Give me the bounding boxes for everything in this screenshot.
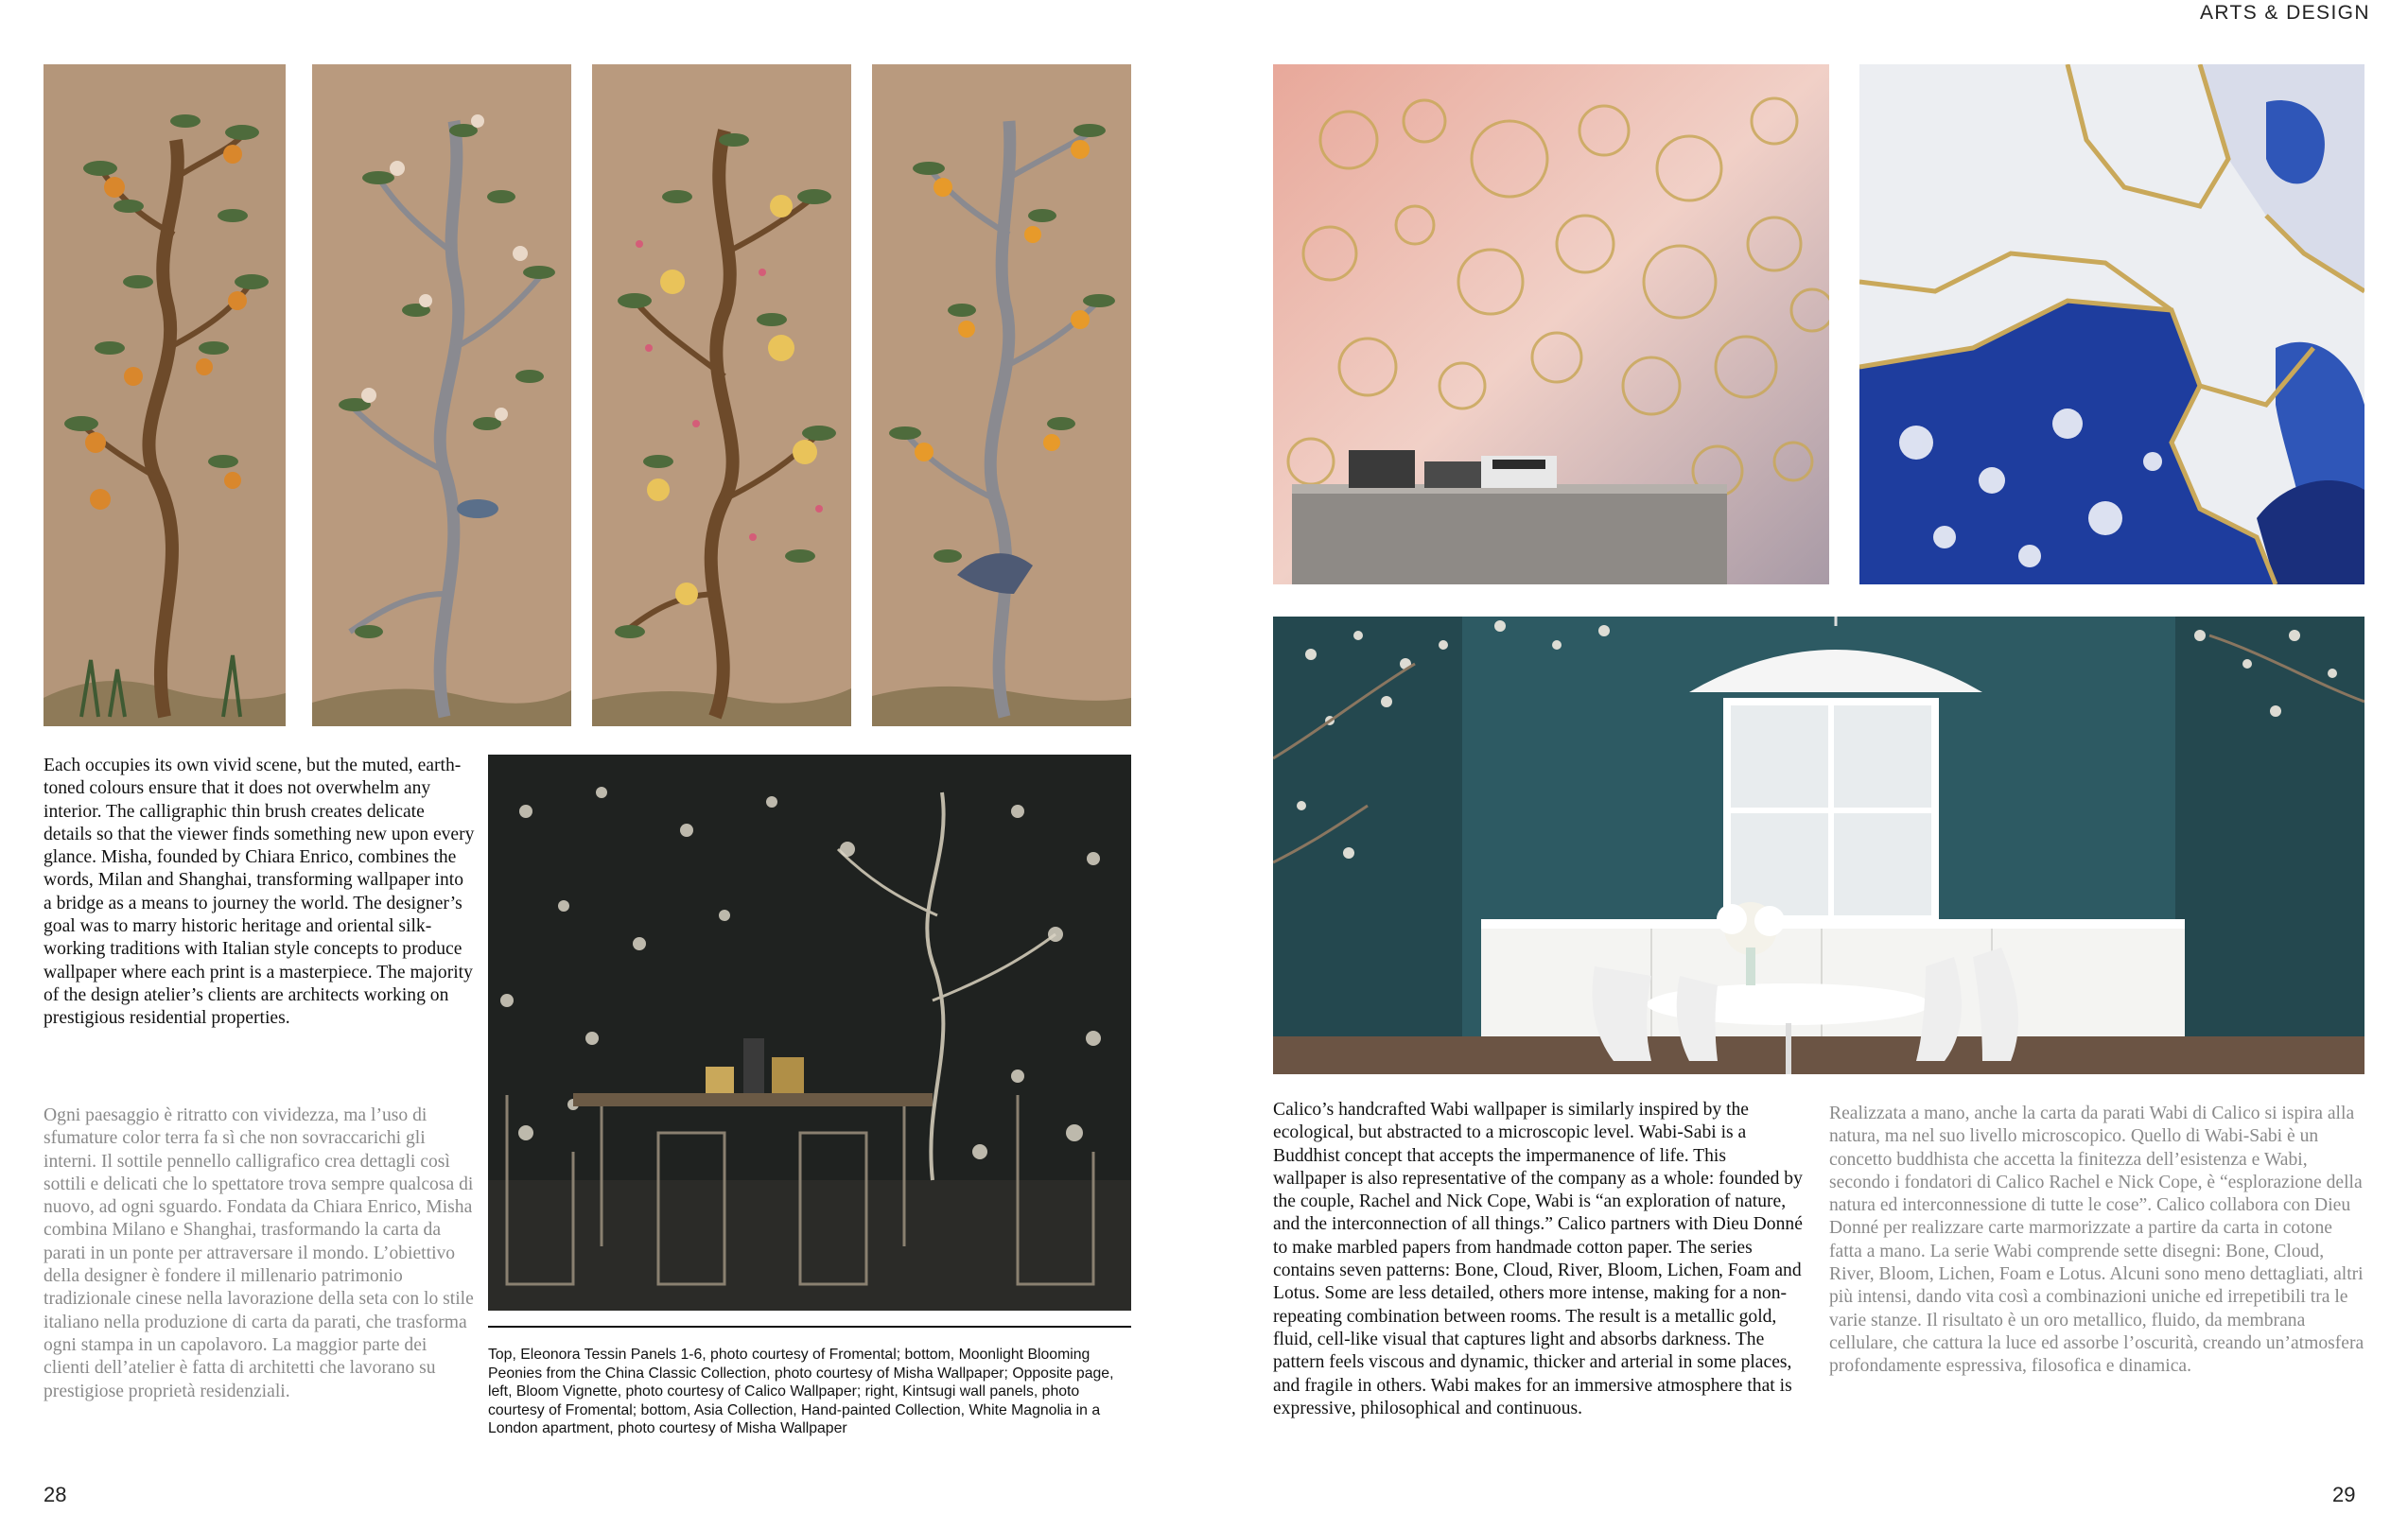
- teal-dining-room-photo: [1273, 617, 2364, 1074]
- photo-caption: Top, Eleonora Tessin Panels 1-6, photo courtesy of Fromental; bottom, Moonlight Blooming Peonies from the China Classic Collection, photo courtesy of Misha Wallpaper; Opposite page, left, Bloom Vignette, photo courtesy of Calico Wallpaper; right, Kintsugi wall panels, photo courtesy of Fromental; bottom, Asia Collection, Hand-painted Collection, White Magnolia in a London apartment, photo courtesy of Misha Wallpaper: [488, 1347, 1114, 1437]
- page-number-left: 28: [44, 1483, 67, 1506]
- wallpaper-panel-1-image: [44, 64, 286, 726]
- wallpaper-panel-3-image: [592, 64, 851, 726]
- marble-wallpaper-room-photo: [1273, 64, 1829, 584]
- page-number-right: 29: [2332, 1483, 2356, 1506]
- dark-mural-dining-photo: [488, 755, 1131, 1311]
- kintsugi-panel-photo: [1859, 64, 2364, 584]
- caption-rule: [488, 1326, 1131, 1328]
- article-text-english-left: Each occupies its own vivid scene, but the muted, earth-toned colours ensure that it does not overwhelm any interior. The calligraphic thin brush creates delicate details so that the viewer finds something new upon every glance. Misha, founded by Chiara Enrico, combines the words, Milan and Shanghai, transforming wallpaper into a bridge as a means to journey the world. The designer’s goal was to marry historic heritage and oriental silk-working traditions with Italian style concepts to produce wallpaper where each print is a masterpiece. The majority of the design atelier’s clients are architects working on prestigious residential properties.: [44, 756, 475, 1029]
- article-text-italian-left: Ogni paesaggio è ritratto con vividezza, ma l’uso di sfumature color terra fa sì che non sovraccarichi gli interni. Il sottile pennello calligrafico crea dettagli così sottili e delicati che lo spettatore trova sempre qualcosa di nuovo, ad ogni sguardo. Fondata da Chiara Enrico, Misha combina Milano e Shanghai, trasformando la carta da parati in un ponte per attraversare il mondo. L’obiettivo della designer è fondere il millenario patrimonio tradizionale cinese nella lavorazione della seta con lo stile italiano nella produzione di carta da parati, che trasforma ogni stampa in un capolavoro. La maggior parte dei clienti dell’atelier è fatta di architetti che lavorano su prestigiose proprietà residenziali.: [44, 1105, 474, 1401]
- wallpaper-panel-4-image: [872, 64, 1131, 726]
- section-label: ARTS & DESIGN: [2199, 2, 2370, 24]
- wallpaper-panel-2-image: [312, 64, 571, 726]
- article-text-english-right: Calico’s handcrafted Wabi wallpaper is similarly inspired by the ecological, but abstracted to a microscopic level. Wabi-Sabi is a Buddhist concept that accepts the impermanence of life. This wallpaper is also representative of the company as a whole: founded by the couple, Rachel and Nick Cope, Wabi is “an exploration of nature, and the interconnection of all things.” Calico partners with Dieu Donné to make marbled papers from handmade cotton paper. The series contains seven patterns: Bone, Cloud, River, Bloom, Lichen, Foam and Lotus. Some are less detailed, others more intense, making for a non-repeating combination between rooms. The result is a metallic gold, fluid, cell-like visual that captures light and absorbs darkness. The pattern feels viscous and dynamic, thicker and arterial in some places, and fragile in others. Wabi makes for an immersive atmosphere that is expressive, philosophical and continuous.: [1273, 1100, 1803, 1418]
- article-text-italian-right: Realizzata a mano, anche la carta da parati Wabi di Calico si ispira alla natura, ma nel suo livello microscopico. Quello di Wabi-Sabi è un concetto buddhista che accetta la finitezza dell’esistenza e Wabi, secondo i fondatori di Calico Rachel e Nick Cope, è “esplorazione della natura ed interconnessione di tutte le cose”. Calico collabora con Dieu Donné per realizzare carte marmorizzate a partire da carta in cotone fatta a mano. La serie Wabi comprende sette disegni: Bone, Cloud, River, Bloom, Lichen, Foam e Lotus. Alcuni sono meno dettagliati, altri più intensi, dando vita così a combinazioni uniche ed irrepetibili tra le varie stanze. Il risultato è un oro metallico, fluido, da membrana cellulare, che cattura la luce ed assorbe l’oscurità, creando un’atmosfera profondamente espressiva, filosofica e dinamica.: [1829, 1104, 2364, 1377]
